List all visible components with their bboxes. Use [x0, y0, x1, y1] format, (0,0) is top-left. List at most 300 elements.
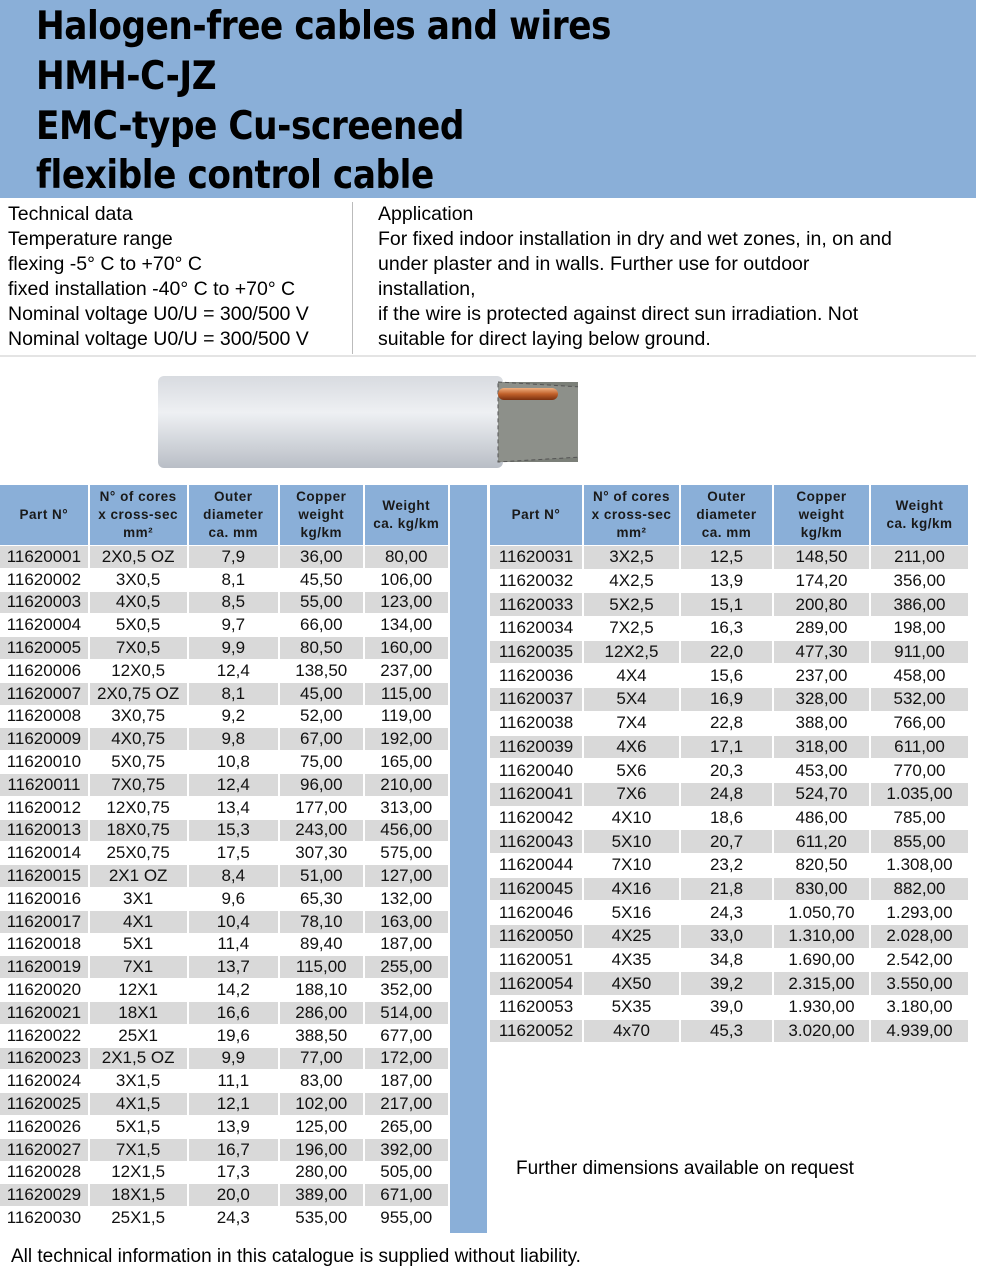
cell-outer-diameter: 45,3	[681, 1020, 772, 1043]
cell-outer-diameter: 24,3	[216, 1208, 250, 1227]
cell-part-number: 11620027	[0, 1139, 88, 1161]
cell-copper-weight: 328,00	[774, 688, 869, 711]
cell-part-number: 11620011	[0, 774, 88, 796]
table-row	[0, 637, 448, 659]
table-row	[0, 546, 448, 568]
technical-line: flexing -5° C to +70° C	[8, 253, 202, 275]
cell-cores: 7X0,75	[90, 774, 187, 796]
cell-part-number: 11620041	[490, 783, 582, 806]
cell-outer-diameter: 12,1	[189, 1093, 279, 1115]
cell-weight: 237,00	[380, 660, 433, 680]
cell-part-number: 11620038	[498, 713, 574, 733]
cell-copper-weight: 174,20	[795, 571, 848, 591]
table-row	[0, 797, 448, 819]
cell-copper-weight: 45,00	[280, 683, 362, 705]
table-row	[0, 592, 448, 614]
title-band	[0, 0, 976, 198]
cell-outer-diameter: 8,5	[189, 592, 279, 614]
cell-outer-diameter: 16,7	[189, 1139, 279, 1161]
cell-cores: 4X0,5	[90, 592, 187, 614]
table-row	[0, 979, 448, 1001]
table-row	[0, 569, 448, 591]
cell-copper-weight: 611,20	[774, 830, 869, 853]
cell-copper-weight: 2.315,00	[774, 972, 869, 995]
application-heading: Application	[378, 203, 474, 225]
table-row	[0, 1116, 448, 1138]
cell-part-number: 11620024	[6, 1071, 82, 1091]
cell-weight: 3.550,00	[871, 972, 968, 995]
cell-weight: 210,00	[365, 774, 449, 796]
table-row	[490, 996, 968, 1019]
cell-copper-weight: 200,80	[774, 593, 869, 616]
table-row	[490, 854, 968, 877]
cell-weight: 211,00	[871, 546, 968, 569]
cell-copper-weight: 115,00	[280, 956, 362, 978]
cell-copper-weight: 477,30	[774, 641, 869, 664]
cell-outer-diameter: 18,6	[709, 807, 744, 827]
table-row	[0, 1070, 448, 1092]
cell-outer-diameter: 16,9	[681, 688, 772, 711]
cell-copper-weight: 535,00	[295, 1208, 348, 1227]
cell-cores: 3X2,5	[584, 546, 679, 569]
cell-copper-weight: 67,00	[280, 728, 362, 750]
cell-cores: 25X1	[118, 1025, 158, 1045]
cell-weight: 785,00	[893, 807, 946, 827]
cell-cores: 4X0,75	[90, 728, 187, 750]
cell-cores: 4X6	[584, 736, 679, 759]
cell-part-number: 11620005	[0, 637, 88, 659]
cell-outer-diameter: 10,4	[189, 911, 279, 933]
cell-weight: 3.180,00	[886, 997, 953, 1017]
cell-copper-weight: 102,00	[280, 1093, 362, 1115]
cell-part-number: 11620044	[498, 855, 574, 875]
cell-cores: 5X10	[584, 830, 679, 853]
cell-cores: 5X6	[616, 760, 647, 780]
cell-weight: 115,00	[365, 683, 449, 705]
cell-weight: 187,00	[380, 934, 433, 954]
cell-outer-diameter: 12,5	[681, 546, 772, 569]
cell-part-number: 11620017	[0, 911, 88, 933]
cell-outer-diameter: 22,0	[681, 641, 772, 664]
cell-weight: 770,00	[893, 760, 946, 780]
table-row	[490, 593, 968, 616]
table-row	[490, 807, 968, 830]
cell-part-number: 11620014	[6, 843, 82, 863]
cell-outer-diameter: 8,1	[189, 683, 279, 705]
cell-cores: 4X16	[584, 878, 679, 901]
footer-disclaimer: All technical information in this catalogue is supplied without liability.	[11, 1246, 581, 1267]
cell-cores: 4X4	[616, 665, 647, 685]
cell-outer-diameter: 15,1	[681, 593, 772, 616]
divider	[352, 202, 353, 354]
cell-part-number: 11620013	[0, 820, 88, 842]
cell-copper-weight: 138,50	[295, 660, 348, 680]
table-row	[0, 1093, 448, 1115]
cell-part-number: 11620003	[0, 592, 88, 614]
cell-weight: 106,00	[380, 569, 433, 589]
table-row	[490, 641, 968, 664]
cell-cores: 4x70	[584, 1020, 679, 1043]
table-row	[490, 1020, 968, 1043]
cell-part-number: 11620012	[6, 797, 82, 817]
technical-heading: Technical data	[8, 203, 133, 225]
cell-outer-diameter: 9,2	[221, 706, 246, 726]
further-dimensions-note: Further dimensions available on request	[516, 1158, 854, 1179]
cell-outer-diameter: 13,9	[709, 571, 744, 591]
cell-cores: 3X1,5	[115, 1071, 161, 1091]
cell-outer-diameter: 23,2	[709, 855, 744, 875]
cell-copper-weight: 96,00	[280, 774, 362, 796]
table-row	[0, 614, 448, 636]
cell-outer-diameter: 16,6	[189, 1002, 279, 1024]
cell-weight: 132,00	[380, 888, 433, 908]
cell-outer-diameter: 24,8	[681, 783, 772, 806]
cell-copper-weight: 1.690,00	[788, 950, 855, 970]
table-row	[490, 736, 968, 759]
table-row	[0, 911, 448, 933]
cell-copper-weight: 1.310,00	[774, 925, 869, 948]
cell-part-number: 11620016	[6, 888, 82, 908]
header-cores: N° of cores x cross-sec mm²	[584, 485, 679, 545]
cell-outer-diameter: 34,8	[709, 950, 744, 970]
cell-outer-diameter: 12,4	[216, 660, 250, 680]
cell-cores: 12X1,5	[111, 1162, 166, 1182]
cell-part-number: 11620051	[498, 950, 574, 970]
cell-weight: 386,00	[871, 593, 968, 616]
cell-part-number: 11620020	[6, 980, 82, 1000]
cell-part-number: 11620046	[498, 902, 574, 922]
cell-copper-weight: 196,00	[280, 1139, 362, 1161]
header-outer-diameter: Outer diameter ca. mm	[189, 485, 279, 545]
title-line-3: EMC-type Cu-screened	[36, 104, 464, 149]
cell-copper-weight: 1.930,00	[788, 997, 855, 1017]
cell-weight: 265,00	[380, 1116, 433, 1136]
table-row	[0, 842, 448, 864]
cell-copper-weight: 51,00	[280, 865, 362, 887]
table-row	[0, 660, 448, 682]
cell-copper-weight: 280,00	[295, 1162, 348, 1182]
header-part: Part N°	[490, 485, 582, 545]
cell-weight: 458,00	[893, 665, 946, 685]
cell-outer-diameter: 17,3	[216, 1162, 250, 1182]
cell-copper-weight: 1.050,70	[788, 902, 855, 922]
cell-weight: 356,00	[893, 571, 946, 591]
cell-outer-diameter: 11,1	[217, 1071, 250, 1091]
cell-copper-weight: 243,00	[280, 820, 362, 842]
cell-weight: 1.308,00	[886, 855, 953, 875]
cell-part-number: 11620031	[490, 546, 582, 569]
cell-cores: 5X35	[611, 997, 652, 1017]
table-row	[0, 956, 448, 978]
cell-outer-diameter: 12,4	[189, 774, 279, 796]
table-separator	[450, 485, 487, 1233]
cell-cores: 4X10	[611, 807, 652, 827]
cell-copper-weight: 453,00	[795, 760, 848, 780]
cell-copper-weight: 80,50	[280, 637, 362, 659]
header-outer-diameter: Outer diameter ca. mm	[681, 485, 772, 545]
cell-cores: 12X1	[118, 980, 158, 1000]
cell-part-number: 11620009	[0, 728, 88, 750]
header-weight: Weight ca. kg/km	[871, 485, 968, 545]
table-row	[0, 1139, 448, 1161]
cell-outer-diameter: 21,8	[681, 878, 772, 901]
cell-part-number: 11620039	[490, 736, 582, 759]
parts-table-right	[488, 484, 970, 1043]
table-row	[0, 820, 448, 842]
cell-copper-weight: 318,00	[774, 736, 869, 759]
cell-cores: 7X0,5	[90, 637, 187, 659]
cell-cores: 5X2,5	[584, 593, 679, 616]
parts-table-left	[0, 484, 450, 1230]
divider	[0, 355, 976, 357]
cell-cores: 12X2,5	[584, 641, 679, 664]
cell-weight: 1.293,00	[886, 902, 953, 922]
cell-copper-weight: 286,00	[280, 1002, 362, 1024]
table-row	[0, 934, 448, 956]
cell-part-number: 11620030	[6, 1208, 82, 1227]
header-part: Part N°	[0, 485, 88, 545]
cell-cores: 4X50	[584, 972, 679, 995]
table-row	[0, 1207, 448, 1229]
cell-weight: 611,00	[871, 736, 968, 759]
cell-cores: 12X0,5	[111, 660, 166, 680]
cell-copper-weight: 83,00	[299, 1071, 343, 1091]
cell-part-number: 11620002	[6, 569, 82, 589]
cell-outer-diameter: 14,2	[216, 980, 250, 1000]
cell-weight: 505,00	[380, 1162, 433, 1182]
cell-outer-diameter: 20,7	[681, 830, 772, 853]
cell-cores: 7X1	[90, 956, 187, 978]
cell-outer-diameter: 20,3	[709, 760, 744, 780]
header-weight: Weight ca. kg/km	[365, 485, 449, 545]
cell-cores: 5X1,5	[115, 1116, 161, 1136]
cell-part-number: 11620023	[0, 1048, 88, 1070]
cell-outer-diameter: 22,8	[709, 713, 744, 733]
cell-weight: 514,00	[365, 1002, 449, 1024]
cell-cores: 5X16	[611, 902, 652, 922]
cell-outer-diameter: 17,1	[681, 736, 772, 759]
technical-line: Temperature range	[8, 228, 173, 250]
cell-copper-weight: 388,00	[795, 713, 848, 733]
cell-part-number: 11620054	[490, 972, 582, 995]
cell-part-number: 11620034	[498, 618, 574, 638]
cell-cores: 25X0,75	[106, 843, 170, 863]
cell-copper-weight: 237,00	[795, 665, 848, 685]
cell-part-number: 11620022	[6, 1025, 82, 1045]
cell-weight: 134,00	[380, 615, 433, 635]
cell-part-number: 11620036	[498, 665, 574, 685]
cell-weight: 2.542,00	[886, 950, 953, 970]
cell-weight: 1.035,00	[871, 783, 968, 806]
cell-part-number: 11620053	[498, 997, 574, 1017]
cell-outer-diameter: 9,9	[189, 637, 279, 659]
cell-cores: 4X1,5	[90, 1093, 187, 1115]
cell-copper-weight: 65,30	[299, 888, 343, 908]
cell-part-number: 11620042	[498, 807, 574, 827]
cell-part-number: 11620043	[490, 830, 582, 853]
cell-weight: 677,00	[380, 1025, 433, 1045]
cell-copper-weight: 125,00	[295, 1116, 348, 1136]
cell-part-number: 11620006	[6, 660, 82, 680]
cell-cores: 7X1,5	[90, 1139, 187, 1161]
cell-copper-weight: 75,00	[299, 752, 343, 772]
cell-weight: 127,00	[365, 865, 449, 887]
cell-part-number: 11620033	[490, 593, 582, 616]
table-row	[490, 570, 968, 593]
cell-part-number: 11620021	[0, 1002, 88, 1024]
cell-outer-diameter: 10,8	[216, 752, 250, 772]
technical-data	[8, 202, 309, 352]
cell-weight: 198,00	[893, 618, 946, 638]
cell-cores: 2X1,5 OZ	[90, 1048, 187, 1070]
table-row	[0, 751, 448, 773]
cell-cores: 4X2,5	[609, 571, 654, 591]
cell-cores: 18X1,5	[90, 1184, 187, 1206]
cell-weight: 187,00	[380, 1071, 433, 1091]
cell-weight: 392,00	[365, 1139, 449, 1161]
cell-outer-diameter: 8,1	[221, 569, 246, 589]
cell-outer-diameter: 9,7	[221, 615, 246, 635]
cell-cores: 12X0,75	[106, 797, 170, 817]
cell-outer-diameter: 15,6	[709, 665, 744, 685]
cell-copper-weight: 36,00	[280, 546, 362, 568]
cell-copper-weight: 45,50	[299, 569, 343, 589]
table-row	[0, 706, 448, 728]
technical-line: fixed installation -40° C to +70° C	[8, 278, 296, 300]
header-copper-weight: Copper weight kg/km	[280, 485, 362, 545]
cell-outer-diameter: 19,6	[216, 1025, 250, 1045]
cell-part-number: 11620019	[0, 956, 88, 978]
cell-outer-diameter: 39,2	[681, 972, 772, 995]
cell-copper-weight: 66,00	[299, 615, 343, 635]
cell-cores: 2X0,75 OZ	[90, 683, 187, 705]
cell-outer-diameter: 39,0	[709, 997, 744, 1017]
cell-outer-diameter: 13,4	[216, 797, 250, 817]
cell-cores: 3X0,75	[111, 706, 166, 726]
cell-outer-diameter: 13,9	[216, 1116, 250, 1136]
cell-cores: 4X25	[584, 925, 679, 948]
cell-part-number: 11620015	[0, 865, 88, 887]
cell-cores: 5X0,75	[111, 752, 166, 772]
technical-line: Nominal voltage U0/U = 300/500 V	[8, 303, 309, 325]
cell-outer-diameter: 15,3	[189, 820, 279, 842]
cell-part-number: 11620052	[490, 1020, 582, 1043]
cell-weight: 313,00	[380, 797, 433, 817]
title-line-4: flexible control cable	[36, 153, 434, 198]
title-line-2: HMH-C-JZ	[36, 54, 217, 99]
table-row	[0, 865, 448, 887]
cell-part-number: 11620025	[0, 1093, 88, 1115]
cell-cores: 5X0,5	[115, 615, 161, 635]
cell-part-number: 11620029	[0, 1184, 88, 1206]
cell-cores: 3X1	[123, 888, 154, 908]
header-cores: N° of cores x cross-sec mm²	[90, 485, 187, 545]
cell-weight: 911,00	[871, 641, 968, 664]
cell-copper-weight: 820,50	[795, 855, 848, 875]
cell-outer-diameter: 9,9	[189, 1048, 279, 1070]
table-row	[0, 1025, 448, 1047]
table-row	[0, 683, 448, 705]
cell-outer-diameter: 24,3	[709, 902, 744, 922]
cell-cores: 5X4	[584, 688, 679, 711]
cell-cores: 5X1	[123, 934, 154, 954]
cell-outer-diameter: 9,6	[221, 888, 246, 908]
application	[378, 202, 892, 352]
cell-outer-diameter: 13,7	[189, 956, 279, 978]
table-row	[490, 901, 968, 924]
cell-copper-weight: 307,30	[295, 843, 348, 863]
cell-weight: 882,00	[871, 878, 968, 901]
cell-weight: 2.028,00	[871, 925, 968, 948]
table-row	[490, 712, 968, 735]
table-row	[490, 783, 968, 806]
cell-copper-weight: 89,40	[299, 934, 343, 954]
cell-copper-weight: 830,00	[774, 878, 869, 901]
cell-copper-weight: 177,00	[295, 797, 348, 817]
cell-copper-weight: 188,10	[295, 980, 348, 1000]
cell-copper-weight: 289,00	[795, 618, 848, 638]
cell-weight: 532,00	[871, 688, 968, 711]
table-row	[490, 925, 968, 948]
cell-cores: 3X0,5	[115, 569, 161, 589]
cell-weight: 575,00	[380, 843, 433, 863]
cell-cores: 7X6	[584, 783, 679, 806]
cell-cores: 7X2,5	[609, 618, 654, 638]
cell-cores: 4X35	[611, 950, 652, 970]
cell-copper-weight: 388,50	[295, 1025, 348, 1045]
table-row	[0, 1184, 448, 1206]
title-line-1: Halogen-free cables and wires	[36, 4, 612, 49]
cell-outer-diameter: 8,4	[189, 865, 279, 887]
cell-weight: 165,00	[380, 752, 433, 772]
cell-cores: 4X1	[90, 911, 187, 933]
table-row	[0, 1162, 448, 1184]
cell-part-number: 11620045	[490, 878, 582, 901]
cell-part-number: 11620008	[6, 706, 82, 726]
cell-cores: 2X0,5 OZ	[90, 546, 187, 568]
cell-part-number: 11620010	[6, 752, 82, 772]
cell-copper-weight: 148,50	[774, 546, 869, 569]
cell-weight: 456,00	[365, 820, 449, 842]
cell-part-number: 11620028	[6, 1162, 82, 1182]
cell-part-number: 11620007	[0, 683, 88, 705]
application-line: under plaster and in walls. Further use for outdoor	[378, 253, 810, 275]
cell-cores: 18X0,75	[90, 820, 187, 842]
cell-outer-diameter: 16,3	[709, 618, 744, 638]
technical-line: Nominal voltage U0/U = 300/500 V	[8, 328, 309, 350]
cell-copper-weight: 52,00	[299, 706, 343, 726]
table-row	[0, 728, 448, 750]
cell-cores: 25X1,5	[111, 1208, 166, 1227]
table-row	[490, 664, 968, 687]
cell-copper-weight: 486,00	[795, 807, 848, 827]
cell-cores: 7X10	[611, 855, 652, 875]
cable-image	[158, 368, 578, 473]
cell-part-number: 11620032	[498, 571, 574, 591]
cell-weight: 192,00	[365, 728, 449, 750]
table-row	[490, 759, 968, 782]
application-line: installation,	[378, 278, 476, 300]
cell-weight: 119,00	[380, 706, 432, 726]
cell-outer-diameter: 33,0	[681, 925, 772, 948]
table-row	[490, 688, 968, 711]
cell-weight: 955,00	[380, 1208, 433, 1227]
cell-weight: 4.939,00	[871, 1020, 968, 1043]
cell-weight: 352,00	[380, 980, 433, 1000]
cell-part-number: 11620026	[6, 1116, 82, 1136]
cell-copper-weight: 77,00	[280, 1048, 362, 1070]
table-row	[490, 617, 968, 640]
